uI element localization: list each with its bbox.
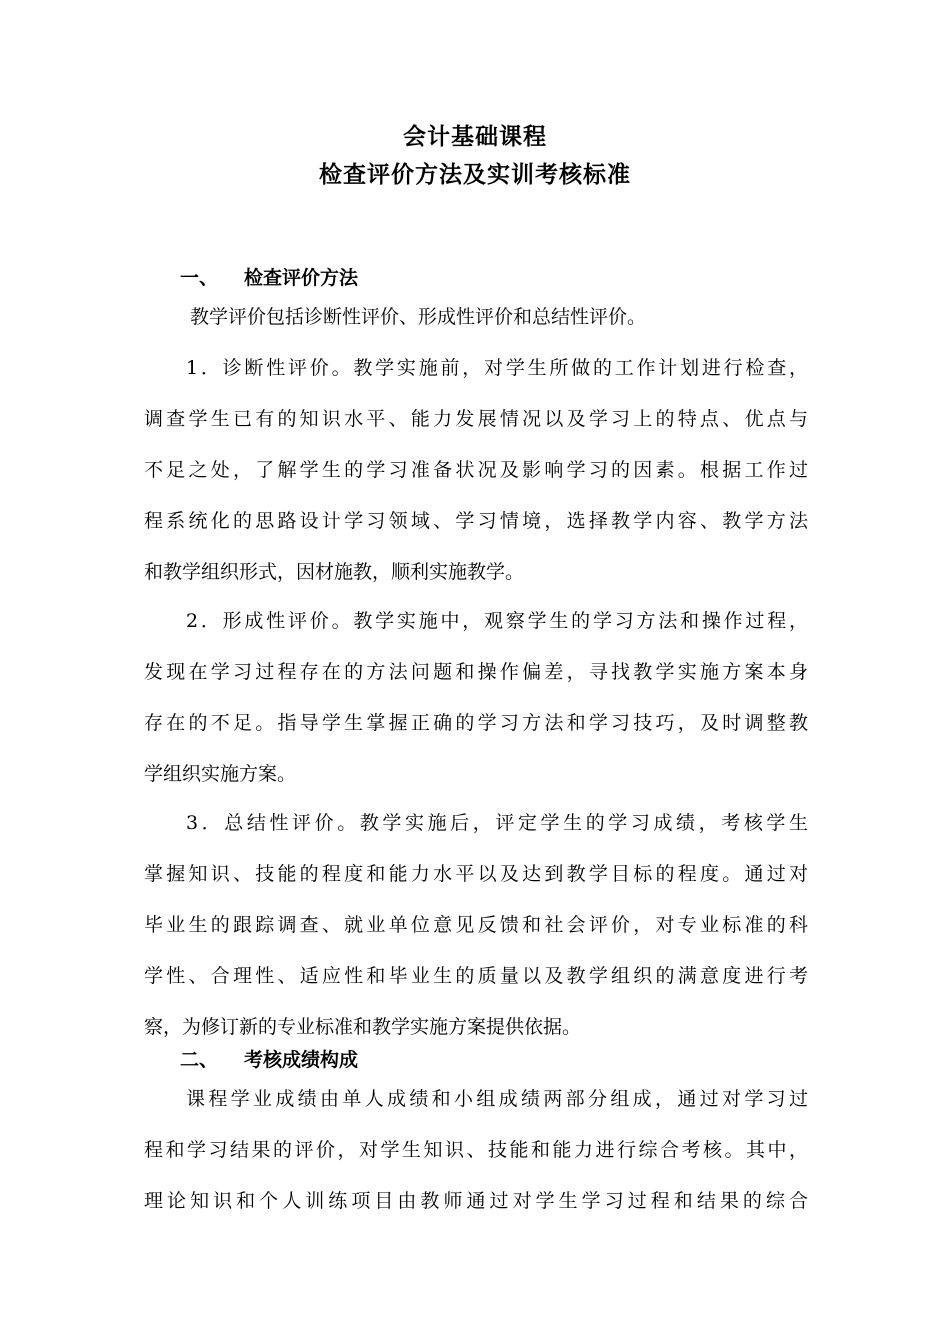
intro-paragraph [144, 292, 808, 343]
paragraph-line: 程和学习结果的评价，对学生知识、技能和能力进行综合考核。其中， [144, 1139, 808, 1161]
paragraph-line: 存在的不足。指导学生掌握正确的学习方法和学习技巧，及时调整教 [144, 712, 808, 734]
paragraph-line: 理论知识和个人训练项目由教师通过对学生学习过程和结果的综合 [144, 1190, 808, 1212]
paragraph-line: 掌握知识、技能的程度和能力水平以及达到教学目标的程度。通过对 [144, 863, 808, 885]
section-number: 二、 [180, 1049, 219, 1071]
paragraph-line: 发现在学习过程存在的方法问题和操作偏差，寻找教学实施方案本身 [144, 661, 808, 683]
section-title: 检查评价方法 [244, 267, 359, 289]
paragraph-line: 1．诊断性评价。教学实施前，对学生所做的工作计划进行检查， [186, 357, 808, 379]
paragraph-line: 程系统化的思路设计学习领域、学习情境，选择教学内容、教学方法 [144, 510, 808, 532]
paragraph-line: 2．形成性评价。教学实施中，观察学生的学习方法和操作过程， [186, 610, 808, 632]
paragraph-line: 课程学业成绩由单人成绩和小组成绩两部分组成，通过对学习过 [186, 1088, 808, 1110]
paragraph-line: 察，为修订新的专业标准和教学实施方案提供依据。 [144, 1016, 582, 1038]
section-title: 考核成绩构成 [244, 1049, 359, 1071]
section-heading-1 [180, 263, 358, 290]
section-heading-2 [180, 1045, 358, 1072]
paragraph-line: 不足之处，了解学生的学习准备状况及影响学习的因素。根据工作过 [144, 459, 808, 481]
paragraph-line: 调查学生已有的知识水平、能力发展情况以及学习上的特点、优点与 [144, 408, 808, 430]
document-title-line2: 检查评价方法及实训考核标准 [319, 162, 631, 188]
paragraph-line: 教学评价包括诊断性评价、形成性评价和总结性评价。 [190, 306, 647, 328]
section-number: 一、 [180, 267, 219, 289]
document-title-line1: 会计基础课程 [403, 124, 547, 150]
paragraph-diagnostic [144, 343, 808, 598]
paragraph-grade-composition [144, 1074, 808, 1227]
paragraph-line: 毕业生的跟踪调查、就业单位意见反馈和社会评价，对专业标准的科 [144, 914, 808, 936]
paragraph-line: 和教学组织形式，因材施教，顺利实施教学。 [144, 561, 525, 583]
paragraph-summative [144, 798, 808, 1053]
paragraph-line: 学组织实施方案。 [144, 763, 297, 785]
paragraph-line: 3．总结性评价。教学实施后，评定学生的学习成绩，考核学生 [186, 812, 808, 834]
paragraph-formative [144, 596, 808, 800]
paragraph-line: 学性、合理性、适应性和毕业生的质量以及教学组织的满意度进行考 [144, 965, 808, 987]
